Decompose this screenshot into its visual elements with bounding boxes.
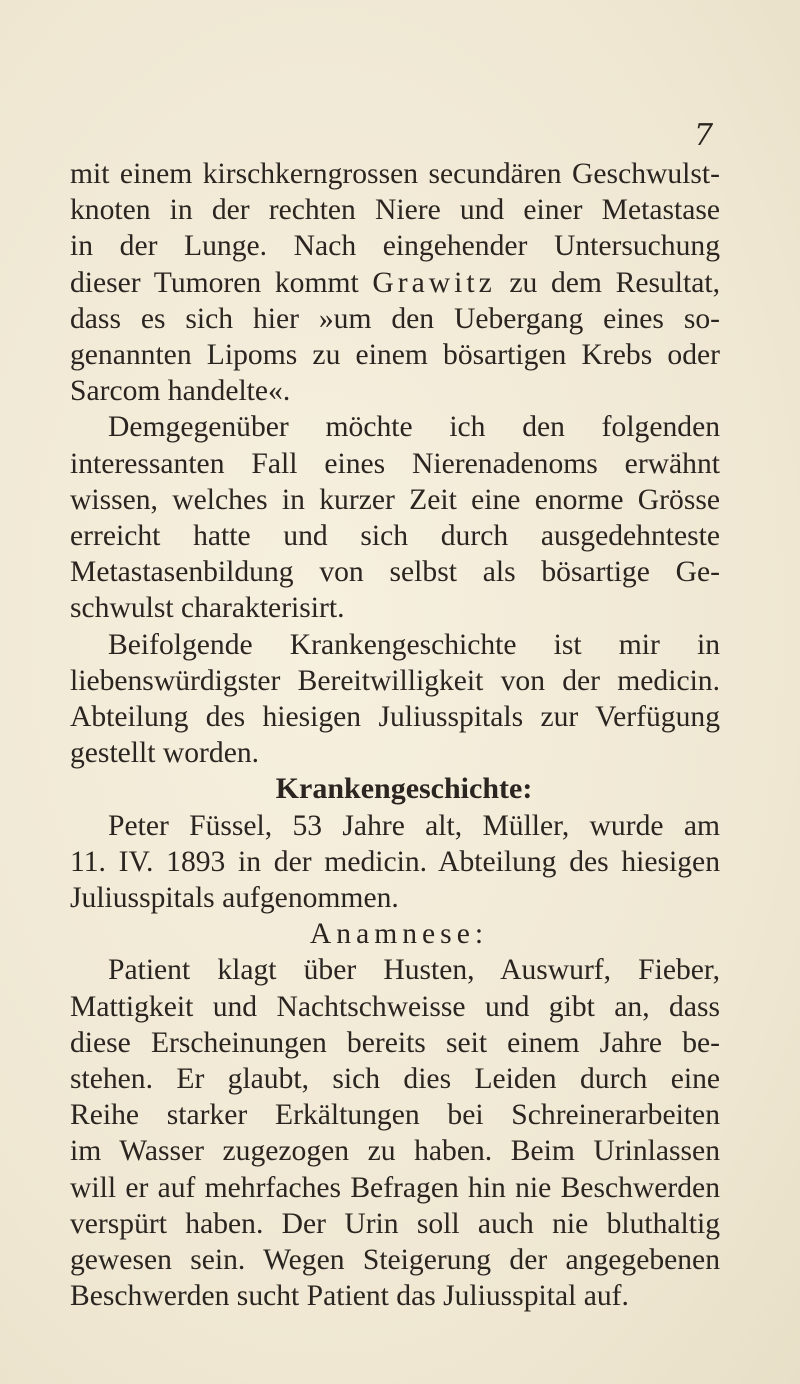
text-line: in der Lunge. Nach eingehender Untersuchung xyxy=(70,230,720,263)
text-line: Beifolgende Krankengeschichte ist mir in xyxy=(108,628,720,661)
text-line: im Wasser zugezogen zu haben. Beim Urinlassen xyxy=(70,1135,720,1168)
text-line: Metastasenbildung von selbst als bösartige Ge- xyxy=(70,556,720,589)
text-line: Demgegenüber möchte ich den folgenden xyxy=(108,411,720,444)
text-line: diese Erscheinungen bereits seit einem Jahre be- xyxy=(70,1026,720,1059)
text-line: gewesen sein. Wegen Steigerung der angegebenen xyxy=(70,1244,720,1277)
text-line: dass es sich hier »um den Uebergang eines so- xyxy=(70,302,720,335)
text-line xyxy=(70,265,720,301)
text-line: wissen, welches in kurzer Zeit eine enorme Grösse xyxy=(70,483,720,516)
text-line: gestellt worden. xyxy=(70,737,260,770)
text-line: genannten Lipoms zu einem bösartigen Krebs oder xyxy=(70,339,720,372)
text-line: knoten in der rechten Niere und einer Metastase xyxy=(70,194,720,227)
page-number: 7 xyxy=(694,118,714,153)
subsection-heading: Anamnese: xyxy=(309,918,489,951)
text-line: stehen. Er glaubt, sich dies Leiden durch eine xyxy=(70,1063,720,1096)
text-line: liebenswürdigster Bereitwilligkeit von der medicin. xyxy=(70,664,720,697)
text-line: Sarcom handelte«. xyxy=(70,375,291,408)
text-line: 11. IV. 1893 in der medicin. Abteilung des hiesigen xyxy=(70,845,720,878)
text-line: erreicht hatte und sich durch ausgedehnteste xyxy=(70,520,720,553)
text-line: interessanten Fall eines Nierenadenoms erwähnt xyxy=(70,447,720,480)
text-line: Abteilung des hiesigen Juliusspitals zur Verfügung xyxy=(70,701,720,734)
text-line: mit einem kirschkerngrossen secundären Geschwulst- xyxy=(70,158,720,190)
author-name-grawitz: Grawitz xyxy=(372,266,496,299)
text-line: Juliusspitals aufgenommen. xyxy=(70,882,399,915)
text-line: Beschwerden sucht Patient das Juliusspital auf. xyxy=(70,1280,629,1313)
text-line: Mattigkeit und Nachtschweisse und gibt an, dass xyxy=(70,990,720,1023)
text-fragment: dieser Tumoren kommt xyxy=(70,266,359,299)
text-fragment: zu dem Resultat, xyxy=(509,266,720,299)
section-heading: Krankengeschichte: xyxy=(275,772,533,806)
text-line: verspürt haben. Der Urin soll auch nie bluthaltig xyxy=(70,1207,720,1240)
text-line: Patient klagt über Husten, Auswurf, Fieber, xyxy=(108,954,720,987)
text-line: Peter Füssel, 53 Jahre alt, Müller, wurde am xyxy=(108,809,720,842)
text-line: will er auf mehrfaches Befragen hin nie Beschwerden xyxy=(70,1171,720,1204)
text-line: Reihe starker Erkältungen bei Schreinerarbeiten xyxy=(70,1099,720,1132)
body-text xyxy=(70,156,720,1315)
text-line: schwulst charakterisirt. xyxy=(70,592,345,625)
